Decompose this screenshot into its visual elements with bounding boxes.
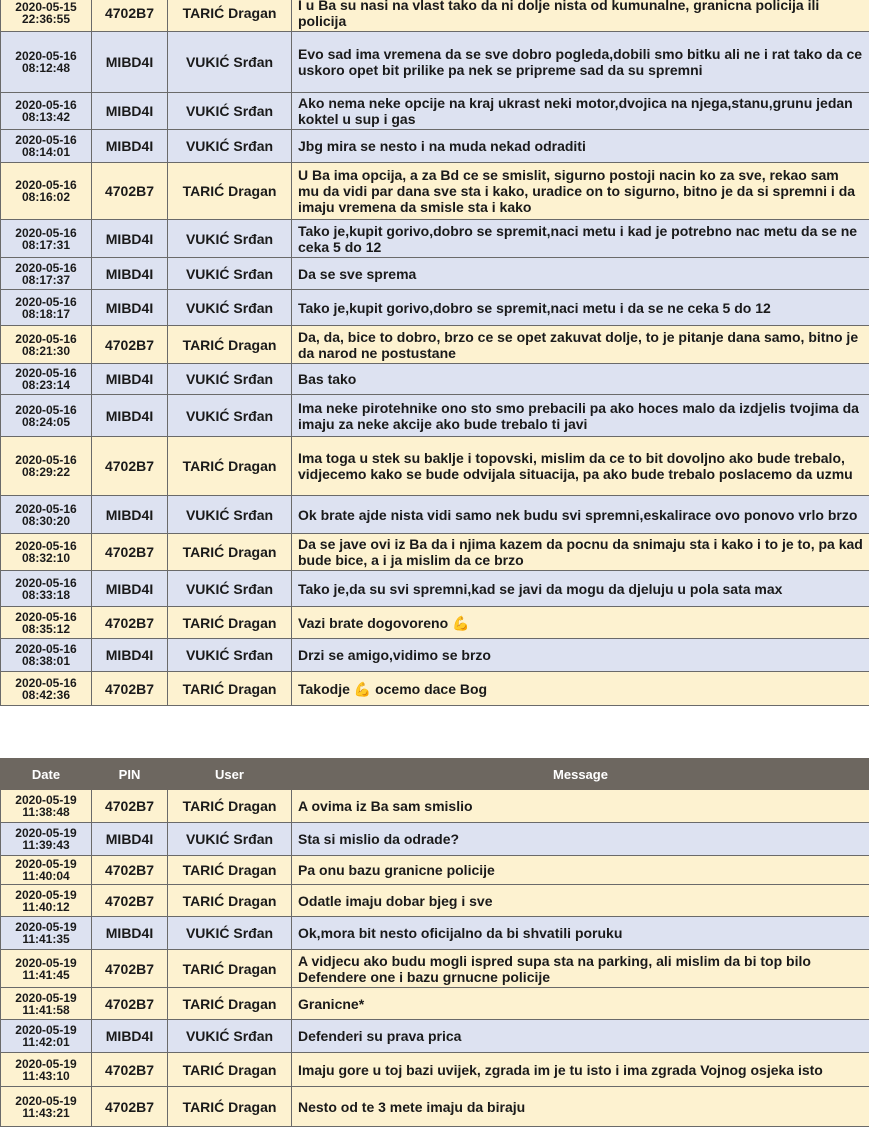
table-row	[1, 823, 869, 856]
cell-timestamp	[1, 917, 92, 950]
cell-user: VUKIĆ Srđan	[168, 32, 292, 93]
cell-user: VUKIĆ Srđan	[168, 496, 292, 534]
cell-user: TARIĆ Dragan	[168, 0, 292, 32]
table-row	[1, 220, 869, 258]
cell-time: 08:23:14	[21, 378, 71, 392]
cell-date: 2020-05-16	[15, 133, 77, 147]
cell-time: 11:41:58	[22, 1002, 70, 1017]
cell-date: 2020-05-16	[15, 609, 77, 624]
cell-user: TARIĆ Dragan	[168, 326, 292, 364]
table-row	[1, 790, 869, 823]
cell-pin: MIBD4I	[92, 823, 168, 856]
cell-time: 08:13:42	[21, 110, 71, 124]
cell-user: TARIĆ Dragan	[168, 1053, 292, 1087]
cell-pin: 4702B7	[92, 437, 168, 496]
cell-time: 11:41:35	[22, 932, 70, 946]
cell-timestamp	[1, 639, 92, 672]
cell-timestamp	[1, 988, 92, 1020]
cell-time: 08:35:12	[21, 621, 71, 636]
cell-user: VUKIĆ Srđan	[168, 258, 292, 290]
cell-user: TARIĆ Dragan	[168, 856, 292, 885]
cell-timestamp	[1, 1053, 92, 1087]
cell-pin: MIBD4I	[92, 93, 168, 130]
cell-user: TARIĆ Dragan	[168, 163, 292, 220]
header-pin: PIN	[92, 759, 168, 790]
cell-date: 2020-05-16	[15, 294, 77, 309]
table-row	[1, 93, 869, 130]
cell-message: A ovima iz Ba sam smislio	[292, 790, 869, 823]
cell-user: VUKIĆ Srđan	[168, 93, 292, 130]
cell-timestamp	[1, 395, 92, 437]
cell-date: 2020-05-16	[15, 642, 77, 656]
cell-pin: MIBD4I	[92, 496, 168, 534]
cell-date: 2020-05-16	[15, 366, 77, 380]
cell-pin: 4702B7	[92, 1053, 168, 1087]
cell-message: Ok brate ajde nista vidi samo nek budu svi spremni,eskalirace ovo ponovo vrlo brzo	[292, 496, 869, 534]
cell-user: VUKIĆ Srđan	[168, 571, 292, 607]
table-row	[1, 163, 869, 220]
cell-date: 2020-05-16	[15, 539, 77, 553]
table-row	[1, 534, 869, 571]
cell-user: TARIĆ Dragan	[168, 988, 292, 1020]
cell-user: VUKIĆ Srđan	[168, 290, 292, 326]
cell-message: Ok,mora bit nesto oficijalno da bi shvatili poruku	[292, 917, 869, 950]
cell-user: TARIĆ Dragan	[168, 790, 292, 823]
cell-date: 2020-05-19	[15, 1056, 77, 1071]
cell-time: 08:32:10	[21, 551, 71, 565]
cell-date: 2020-05-16	[15, 575, 77, 590]
cell-time: 08:16:02	[21, 190, 71, 204]
cell-date: 2020-05-19	[15, 887, 77, 902]
cell-message: Sta si mislio da odrade?	[292, 823, 869, 856]
cell-user: VUKIĆ Srđan	[168, 1020, 292, 1053]
cell-message: Vazi brate dogovoreno 💪	[292, 607, 869, 639]
cell-pin: 4702B7	[92, 672, 168, 706]
cell-time: 08:38:01	[21, 654, 71, 668]
cell-pin: MIBD4I	[92, 364, 168, 395]
table-row	[1, 917, 869, 950]
cell-time: 22:36:55	[21, 12, 71, 26]
cell-timestamp	[1, 856, 92, 885]
cell-date: 2020-05-16	[15, 501, 77, 516]
cell-message: Ima neke pirotehnike ono sto smo prebacili pa ako hoces malo da izdjelis tvojima da imaju za neke akcije ako bude trebalo ti javi	[292, 395, 869, 437]
cell-time: 11:43:10	[22, 1068, 70, 1083]
cell-date: 2020-05-16	[15, 49, 77, 63]
cell-date: 2020-05-16	[15, 331, 77, 346]
cell-message: Bas tako	[292, 364, 869, 395]
cell-pin: MIBD4I	[92, 639, 168, 672]
cell-timestamp	[1, 885, 92, 917]
cell-date: 2020-05-16	[15, 675, 77, 690]
cell-user: VUKIĆ Srđan	[168, 220, 292, 258]
cell-date: 2020-05-16	[15, 98, 77, 112]
table-row	[1, 1053, 869, 1087]
cell-pin: MIBD4I	[92, 1020, 168, 1053]
table-row	[1, 0, 869, 32]
table-row	[1, 856, 869, 885]
cell-pin: MIBD4I	[92, 32, 168, 93]
cell-pin: 4702B7	[92, 0, 168, 32]
cell-timestamp	[1, 130, 92, 163]
cell-timestamp	[1, 496, 92, 534]
cell-timestamp	[1, 364, 92, 395]
cell-date: 2020-05-19	[15, 920, 77, 934]
table-row	[1, 437, 869, 496]
table-header	[1, 759, 869, 790]
cell-pin: 4702B7	[92, 856, 168, 885]
cell-timestamp	[1, 258, 92, 290]
table-row	[1, 885, 869, 917]
cell-pin: MIBD4I	[92, 395, 168, 437]
header-user: User	[168, 759, 292, 790]
cell-time: 08:30:20	[21, 513, 71, 528]
cell-timestamp	[1, 672, 92, 706]
cell-time: 08:42:36	[21, 687, 71, 702]
table-row	[1, 607, 869, 639]
cell-time: 08:29:22	[21, 465, 71, 479]
cell-date: 2020-05-19	[15, 1023, 77, 1037]
table-row	[1, 258, 869, 290]
cell-pin: 4702B7	[92, 534, 168, 571]
cell-message: Da, da, bice to dobro, brzo ce se opet zakuvat dolje, to je pitanje dana samo, bitno je da narod ne postustane	[292, 326, 869, 364]
table-row	[1, 1020, 869, 1053]
cell-user: TARIĆ Dragan	[168, 885, 292, 917]
cell-time: 11:39:43	[22, 838, 70, 852]
cell-pin: 4702B7	[92, 790, 168, 823]
cell-message: U Ba ima opcija, a za Bd ce se smislit, sigurno postoji nacin ko za sve, rekao sam mu da vidi par dana sve sta i kako, uradice on to sigurno, bitno je da si spremni i da imaju vremena da smisle sta i kako	[292, 163, 869, 220]
cell-user: TARIĆ Dragan	[168, 672, 292, 706]
cell-date: 2020-05-19	[15, 1093, 77, 1108]
cell-pin: MIBD4I	[92, 220, 168, 258]
cell-message: Da se jave ovi iz Ba da i njima kazem da pocnu da snimaju sta i kako i to je to, pa kad bude bice, a i ja mislim da ce brzo	[292, 534, 869, 571]
cell-date: 2020-05-19	[15, 793, 77, 807]
cell-message: Jbg mira se nesto i na muda nekad odraditi	[292, 130, 869, 163]
cell-user: VUKIĆ Srđan	[168, 130, 292, 163]
cell-date: 2020-05-16	[15, 260, 77, 275]
cell-pin: 4702B7	[92, 326, 168, 364]
cell-time: 08:17:31	[21, 237, 71, 252]
cell-pin: 4702B7	[92, 1087, 168, 1127]
message-log-table-2	[0, 758, 869, 1127]
cell-date: 2020-05-16	[15, 178, 77, 192]
cell-date: 2020-05-15	[15, 0, 77, 14]
cell-pin: 4702B7	[92, 988, 168, 1020]
cell-date: 2020-05-19	[15, 990, 77, 1005]
cell-time: 11:38:48	[22, 805, 70, 819]
cell-date: 2020-05-19	[15, 955, 77, 970]
cell-message: Defenderi su prava prica	[292, 1020, 869, 1053]
table-row	[1, 639, 869, 672]
cell-timestamp	[1, 823, 92, 856]
cell-user: VUKIĆ Srđan	[168, 395, 292, 437]
cell-pin: 4702B7	[92, 163, 168, 220]
cell-pin: MIBD4I	[92, 258, 168, 290]
table-row	[1, 130, 869, 163]
cell-user: TARIĆ Dragan	[168, 1087, 292, 1127]
message-log-body	[1, 0, 869, 706]
cell-user: TARIĆ Dragan	[168, 607, 292, 639]
cell-time: 11:40:04	[22, 869, 70, 883]
table-row	[1, 395, 869, 437]
cell-user: VUKIĆ Srđan	[168, 823, 292, 856]
cell-date: 2020-05-19	[15, 857, 77, 871]
cell-message: Tako je,kupit gorivo,dobro se spremit,naci metu i kad je potrebno nac metu da se ne ceka 5 do 12	[292, 220, 869, 258]
cell-timestamp	[1, 1020, 92, 1053]
cell-timestamp	[1, 534, 92, 571]
cell-message: Pa onu bazu granicne policije	[292, 856, 869, 885]
cell-timestamp	[1, 93, 92, 130]
table-row	[1, 988, 869, 1020]
cell-time: 08:33:18	[21, 587, 71, 602]
cell-time: 11:43:21	[22, 1105, 70, 1120]
cell-time: 11:41:45	[22, 967, 70, 982]
table-row	[1, 950, 869, 988]
cell-timestamp	[1, 571, 92, 607]
cell-timestamp	[1, 220, 92, 258]
cell-time: 08:18:17	[21, 306, 71, 321]
cell-user: VUKIĆ Srđan	[168, 639, 292, 672]
cell-message: Nesto od te 3 mete imaju da biraju	[292, 1087, 869, 1127]
cell-pin: MIBD4I	[92, 290, 168, 326]
cell-pin: 4702B7	[92, 607, 168, 639]
cell-message: Odatle imaju dobar bjeg i sve	[292, 885, 869, 917]
cell-date: 2020-05-16	[15, 453, 77, 467]
cell-message: Tako je,kupit gorivo,dobro se spremit,naci metu i da se ne ceka 5 do 12	[292, 290, 869, 326]
table-row	[1, 571, 869, 607]
cell-message: A vidjecu ako budu mogli ispred supa sta na parking, ali mislim da bi top bilo Defendere one i bazu grnucne policije	[292, 950, 869, 988]
cell-timestamp	[1, 163, 92, 220]
cell-pin: MIBD4I	[92, 130, 168, 163]
cell-time: 08:14:01	[21, 145, 71, 159]
cell-pin: 4702B7	[92, 885, 168, 917]
cell-time: 11:42:01	[22, 1035, 70, 1049]
cell-message: I u Ba su nasi na vlast tako da ni dolje nista od kumunalne, granicna policija ili policija	[292, 0, 869, 32]
header-date: Date	[1, 759, 92, 790]
cell-user: TARIĆ Dragan	[168, 950, 292, 988]
cell-pin: MIBD4I	[92, 571, 168, 607]
cell-message: Imaju gore u toj bazi uvijek, zgrada im je tu isto i ima zgrada Vojnog osjeka isto	[292, 1053, 869, 1087]
cell-timestamp	[1, 607, 92, 639]
table-row	[1, 1087, 869, 1127]
cell-user: TARIĆ Dragan	[168, 534, 292, 571]
cell-user: VUKIĆ Srđan	[168, 364, 292, 395]
cell-timestamp	[1, 290, 92, 326]
cell-date: 2020-05-16	[15, 402, 77, 417]
table-row	[1, 326, 869, 364]
cell-pin: 4702B7	[92, 950, 168, 988]
cell-timestamp	[1, 437, 92, 496]
cell-date: 2020-05-19	[15, 826, 77, 840]
table-row	[1, 32, 869, 93]
cell-message: Takodje 💪 ocemo dace Bog	[292, 672, 869, 706]
cell-date: 2020-05-16	[15, 225, 77, 240]
header-message: Message	[292, 759, 869, 790]
cell-message: Da se sve sprema	[292, 258, 869, 290]
cell-message: Drzi se amigo,vidimo se brzo	[292, 639, 869, 672]
cell-time: 08:17:37	[21, 272, 71, 287]
table-row	[1, 290, 869, 326]
cell-message: Ako nema neke opcije na kraj ukrast neki motor,dvojica na njega,stanu,grunu jedan koktel u sup i gas	[292, 93, 869, 130]
cell-timestamp	[1, 326, 92, 364]
table-row	[1, 672, 869, 706]
cell-time: 08:21:30	[21, 343, 71, 358]
cell-timestamp	[1, 32, 92, 93]
cell-message: Granicne*	[292, 988, 869, 1020]
cell-time: 08:12:48	[21, 61, 71, 75]
table-row	[1, 364, 869, 395]
cell-message: Evo sad ima vremena da se sve dobro pogleda,dobili smo bitku ali ne i rat tako da ce uskoro opet bit prilike pa nek se pripreme sad da su spremni	[292, 32, 869, 93]
cell-timestamp	[1, 790, 92, 823]
table-row	[1, 496, 869, 534]
cell-timestamp	[1, 1087, 92, 1127]
cell-message: Ima toga u stek su baklje i topovski, mislim da ce to bit dovoljno ako bude trebalo, vidjecemo kako se bude odvijala situacija, pa ako bude trebalo poslacemo da uzmu	[292, 437, 869, 496]
cell-time: 08:24:05	[21, 414, 71, 429]
cell-pin: MIBD4I	[92, 917, 168, 950]
cell-user: TARIĆ Dragan	[168, 437, 292, 496]
cell-message: Tako je,da su svi spremni,kad se javi da mogu da djeluju u pola sata max	[292, 571, 869, 607]
cell-user: VUKIĆ Srđan	[168, 917, 292, 950]
message-log-body	[1, 790, 869, 1127]
cell-time: 11:40:12	[22, 899, 70, 914]
cell-timestamp	[1, 0, 92, 32]
cell-timestamp	[1, 950, 92, 988]
